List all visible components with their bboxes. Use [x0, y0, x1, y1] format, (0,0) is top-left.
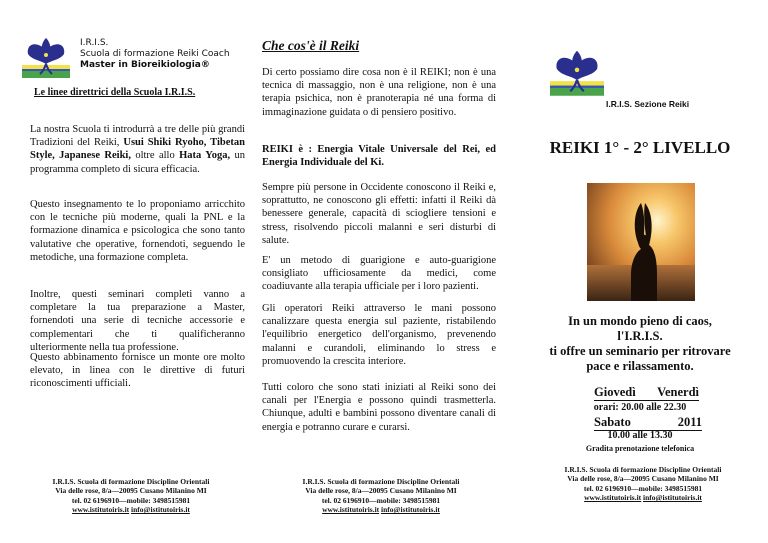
booking-note: Gradita prenotazione telefonica	[585, 444, 695, 453]
reiki-definition-paragraph: Di certo possiamo dire cosa non è il REIKI; non è una tecnica di massaggio, non è una religione, non è una terapia psichica, non è pranoterapia né una forma di immaginazione guidata o di pensiero positivo.	[262, 67, 496, 118]
panel-middle	[256, 0, 512, 543]
org-name: I.R.I.S.	[80, 38, 109, 48]
reiki-title: Che cos'è il Reiki	[262, 38, 360, 53]
footer-phone: tel. 02 6196910—mobile: 3498515981	[321, 495, 441, 505]
tagline	[512, 314, 768, 374]
intro-paragraph	[30, 123, 245, 176]
footer-contact	[16, 477, 246, 515]
footer-website-link[interactable]: www.istitutoiris.it	[72, 505, 130, 515]
traditions-text: Usui Shiki Ryoho, Tibetan Style, Japanese Reiki,	[30, 137, 245, 162]
panel-right	[512, 0, 768, 543]
footer-email-link[interactable]: info@istitutoiris.it	[643, 493, 702, 503]
footer-email-link[interactable]: info@istitutoiris.it	[381, 505, 440, 515]
seminars-paragraph: Inoltre, questi seminari completi vanno a completare la tua preparazione a Master, fornendoti una serie di tecniche accessorie e complementari che ti qualificheranno ulteriormente nella tua professione.	[30, 289, 245, 353]
morning-hours: 10.00 alle 13.30	[607, 430, 673, 441]
org-subtitle: Scuola di formazione Reiki Coach	[80, 49, 230, 59]
reiki-operators-paragraph: Gli operatori Reiki attraverso le mani possono canalizzare questa energia sul paziente, ristabilendo l'equilibrio energetico dell'organismo, prevenendo malanni e curandoli, eliminando lo stress e promuovendo la crescita interiore.	[262, 303, 496, 367]
footer-address: Via delle rose, 8/a—20095 Cusano Milanino MI	[55, 486, 207, 496]
panel-left	[0, 0, 256, 543]
reiki-method-paragraph: E' un metodo di guarigione e auto-guarigione consigliato ufficiosamente da medici, come coadiuvante alla terapia ufficiale per i loro pazienti.	[262, 255, 496, 293]
footer-contact	[526, 465, 760, 503]
hours-paragraph: Questo abbinamento fornisce un monte ore molto elevato, in linea con le direttive di futuri riconoscimenti ufficiali.	[30, 352, 245, 390]
iris-logo	[550, 46, 604, 96]
org-block	[80, 38, 250, 71]
reiki-channels-paragraph: Tutti coloro che sono stati iniziati al Reiki sono dei canali per l'Energia e possono quindi trasmetterla. Chiunque, adulti e bambini possono diventare canali di energia e potranno curare e curarsi.	[262, 382, 496, 433]
tagline-line-3: ti offre un seminario per ritrovare	[549, 344, 731, 358]
iris-logo	[22, 34, 70, 78]
footer-website-link[interactable]: www.istitutoiris.it	[584, 493, 642, 503]
meditation-photo	[587, 183, 695, 301]
teaching-paragraph: Questo insegnamento te lo proponiamo arricchito con le tecniche più moderne, quali la PNL e la formazione dinamica e psicologica che sono tanto valutative che operative, fornendoti, seguendo le metodiche, una formazione completa.	[30, 199, 245, 263]
reiki-effects-paragraph: Sempre più persone in Occidente conoscono il Reiki e, soprattutto, ne conoscono gli effetti: infatti il Reiki dà benessere generale, capacità di sciogliere tensioni e stress, risolvendo piccoli malanni e seri disturbi di salute.	[262, 182, 496, 246]
intro-text-c: oltre allo	[130, 150, 180, 162]
year-label: 2011	[677, 415, 702, 429]
reiki-energy-paragraph: REIKI è : Energia Vitale Universale del Rei, ed Energia Individuale del Ki.	[262, 144, 496, 169]
footer-address: Via delle rose, 8/a—20095 Cusano Milanino MI	[305, 486, 457, 496]
section-label: I.R.I.S. Sezione Reiki	[606, 99, 690, 109]
day-friday: Venerdì	[657, 385, 699, 399]
footer-email-link[interactable]: info@istitutoiris.it	[131, 505, 190, 515]
course-title: REIKI 1° - 2° LIVELLO	[549, 138, 731, 157]
footer-website-link[interactable]: www.istitutoiris.it	[322, 505, 380, 515]
intro-text-e: un programma completo di sicura efficacia.	[30, 150, 245, 175]
footer-contact	[264, 477, 498, 515]
tagline-line-1: In un mondo pieno di caos,	[568, 314, 712, 328]
intro-text-a: La nostra Scuola ti introdurrà a tre delle più grandi Tradizioni del Reiki,	[30, 124, 245, 149]
days-row-2	[594, 415, 702, 431]
guidelines-heading: Le linee direttrici della Scuola I.R.I.S.	[34, 87, 196, 98]
footer-phone: tel. 02 6196910—mobile: 3498515981	[583, 483, 703, 493]
org-master: Master in Bioreikiologia®	[80, 60, 210, 70]
evening-hours: orari: 20.00 alle 22.30	[593, 402, 687, 413]
day-thursday: Giovedì	[594, 385, 636, 399]
day-saturday: Sabato	[594, 415, 631, 429]
tagline-line-2: l'I.R.I.S.	[617, 329, 663, 343]
footer-school: I.R.I.S. Scuola di formazione Discipline Orientali	[302, 477, 460, 486]
footer-school: I.R.I.S. Scuola di formazione Discipline Orientali	[564, 465, 722, 474]
tagline-line-4: pace e rilassamento.	[586, 359, 694, 373]
footer-phone: tel. 02 6196910—mobile: 3498515981	[71, 495, 191, 505]
footer-address: Via delle rose, 8/a—20095 Cusano Milanino MI	[567, 474, 719, 484]
days-row-1	[594, 385, 699, 401]
footer-school: I.R.I.S. Scuola di formazione Discipline Orientali	[52, 477, 210, 486]
hata-yoga-text: Hata Yoga,	[179, 150, 231, 162]
